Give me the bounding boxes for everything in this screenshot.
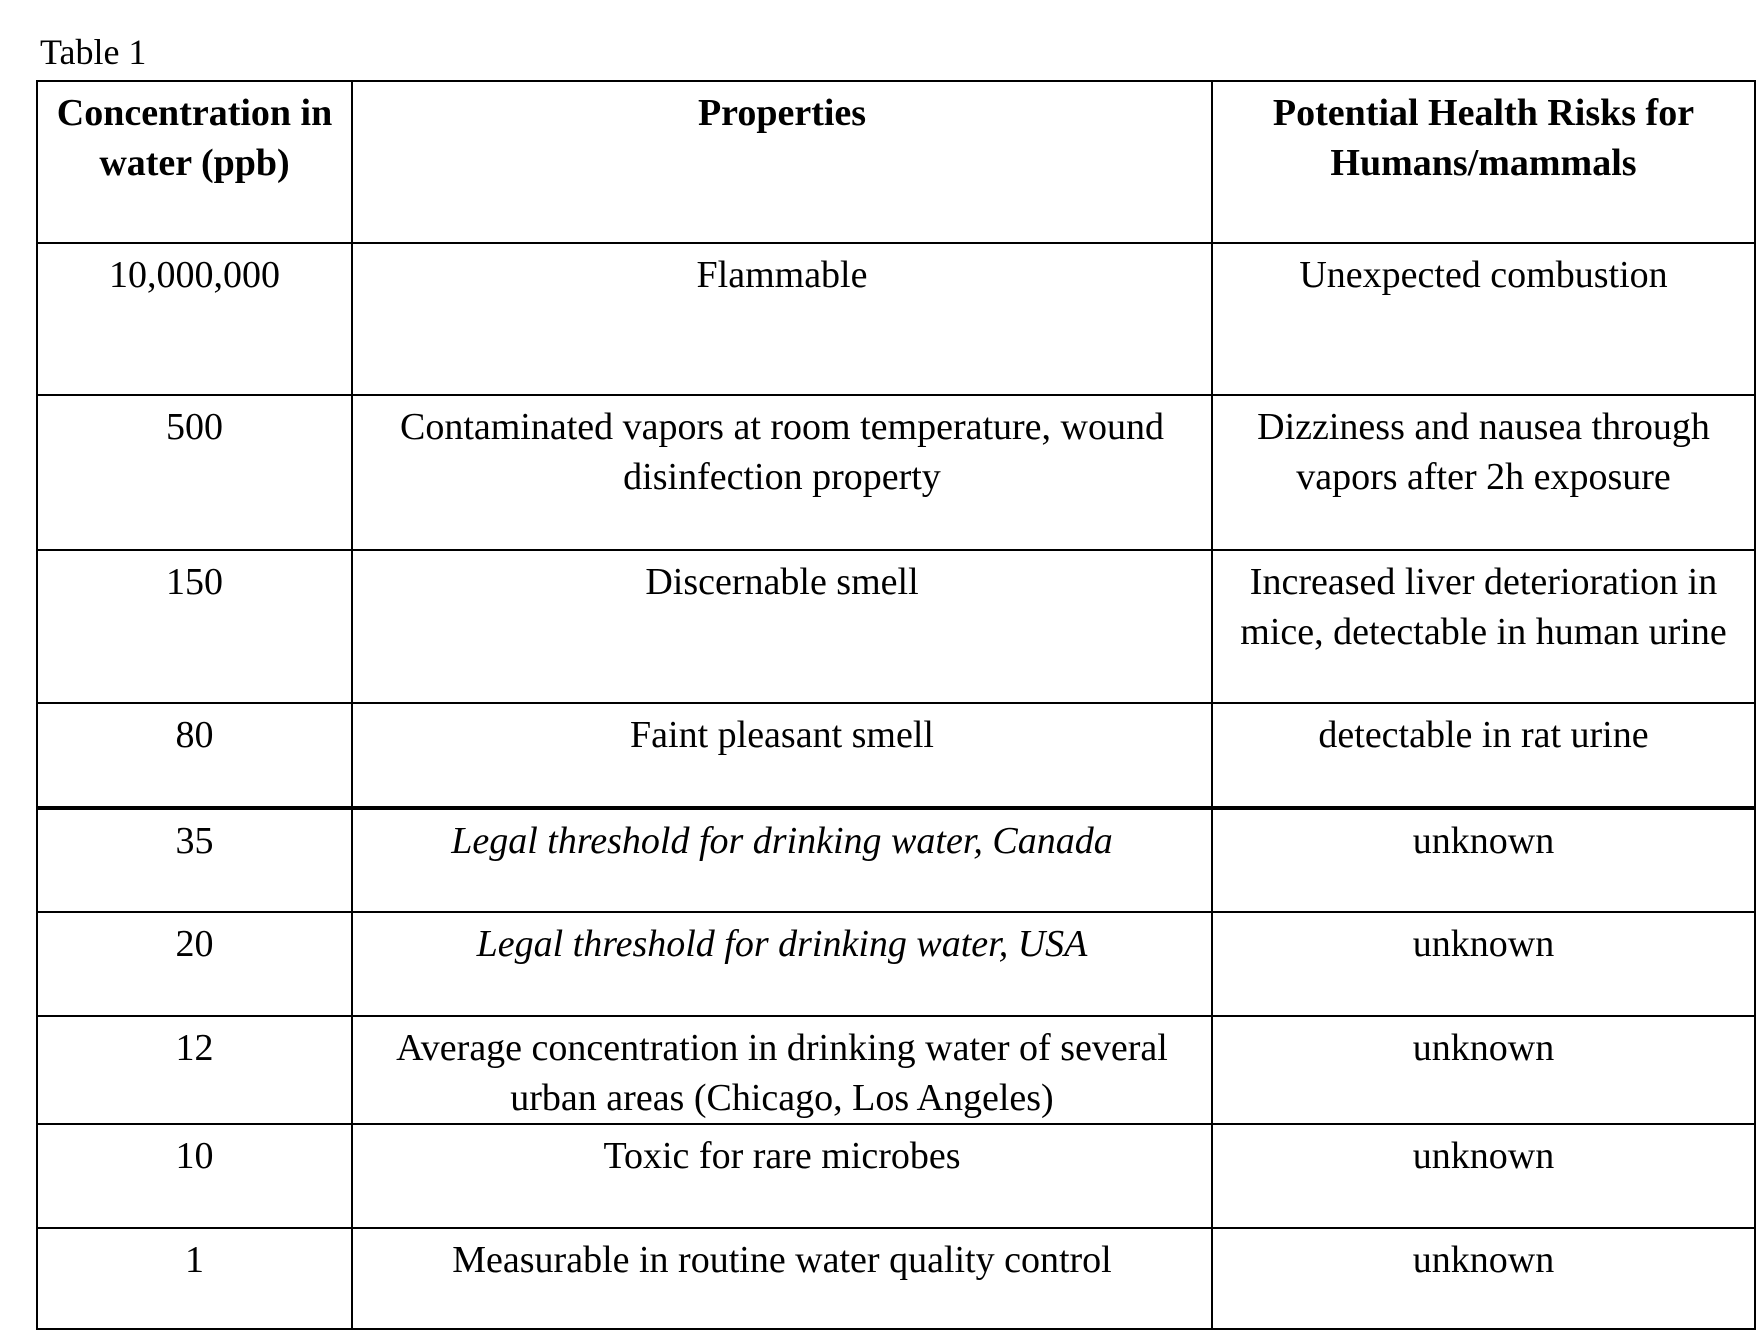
cell-concentration: 35 bbox=[37, 808, 352, 912]
table-row bbox=[37, 912, 1755, 1016]
concentration-table bbox=[36, 80, 1756, 1330]
header-concentration: Concentration in water (ppb) bbox=[37, 81, 352, 243]
cell-risks: Dizziness and nausea through vapors after 2h exposure bbox=[1212, 395, 1755, 550]
cell-properties: Flammable bbox=[352, 243, 1212, 395]
table-row bbox=[37, 808, 1755, 912]
cell-risks: unknown bbox=[1212, 808, 1755, 912]
table-row bbox=[37, 1016, 1755, 1124]
cell-properties: Toxic for rare microbes bbox=[352, 1124, 1212, 1228]
cell-properties: Average concentration in drinking water of several urban areas (Chicago, Los Angeles) bbox=[352, 1016, 1212, 1124]
table-caption: Table 1 bbox=[40, 32, 147, 72]
table-row bbox=[37, 243, 1755, 395]
cell-properties: Faint pleasant smell bbox=[352, 703, 1212, 808]
cell-concentration: 80 bbox=[37, 703, 352, 808]
cell-concentration: 150 bbox=[37, 550, 352, 703]
cell-concentration: 1 bbox=[37, 1228, 352, 1329]
cell-risks: unknown bbox=[1212, 1124, 1755, 1228]
header-properties: Properties bbox=[352, 81, 1212, 243]
cell-concentration: 10,000,000 bbox=[37, 243, 352, 395]
cell-concentration: 500 bbox=[37, 395, 352, 550]
header-health-risks: Potential Health Risks for Humans/mammals bbox=[1212, 81, 1755, 243]
cell-risks: unknown bbox=[1212, 912, 1755, 1016]
cell-properties: Measurable in routine water quality control bbox=[352, 1228, 1212, 1329]
table-row bbox=[37, 703, 1755, 808]
cell-concentration: 20 bbox=[37, 912, 352, 1016]
cell-concentration: 12 bbox=[37, 1016, 352, 1124]
cell-concentration: 10 bbox=[37, 1124, 352, 1228]
table-row bbox=[37, 1124, 1755, 1228]
cell-risks: Unexpected combustion bbox=[1212, 243, 1755, 395]
cell-risks: unknown bbox=[1212, 1016, 1755, 1124]
cell-properties: Legal threshold for drinking water, USA bbox=[352, 912, 1212, 1016]
table-row bbox=[37, 395, 1755, 550]
cell-properties: Discernable smell bbox=[352, 550, 1212, 703]
table-row bbox=[37, 550, 1755, 703]
cell-properties: Contaminated vapors at room temperature, wound disinfection property bbox=[352, 395, 1212, 550]
cell-risks: Increased liver deterioration in mice, detectable in human urine bbox=[1212, 550, 1755, 703]
cell-risks: detectable in rat urine bbox=[1212, 703, 1755, 808]
table-header-row bbox=[37, 81, 1755, 243]
table-row bbox=[37, 1228, 1755, 1329]
cell-risks: unknown bbox=[1212, 1228, 1755, 1329]
cell-properties: Legal threshold for drinking water, Canada bbox=[352, 808, 1212, 912]
